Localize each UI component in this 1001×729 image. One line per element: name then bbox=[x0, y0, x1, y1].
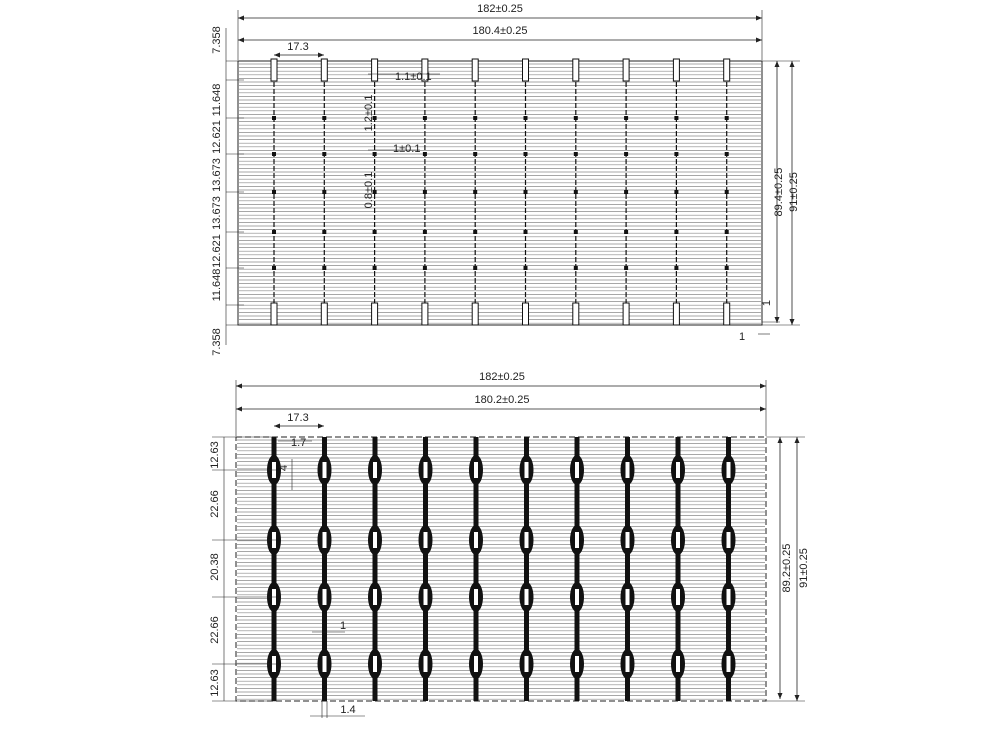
top-finger-lines bbox=[239, 64, 761, 323]
solder-pad bbox=[725, 190, 729, 194]
bottom-overall-width-label: 182±0.25 bbox=[479, 371, 525, 383]
solder-pad bbox=[624, 116, 628, 120]
rear-pad-window bbox=[575, 462, 579, 478]
top-busbars bbox=[271, 59, 730, 325]
solder-pad bbox=[322, 116, 326, 120]
bottom-notch bbox=[321, 303, 327, 325]
solder-pad bbox=[373, 266, 377, 270]
top-edge-offset-h-label: 1 bbox=[738, 331, 746, 343]
rear-pad-window bbox=[373, 656, 377, 672]
bottom-inner-width-dim-arrow-right bbox=[760, 407, 766, 412]
solder-pad bbox=[574, 116, 578, 120]
rear-pad-window bbox=[676, 462, 680, 478]
bottom-inner-width-dim-arrow-left bbox=[236, 407, 242, 412]
solder-pad bbox=[524, 230, 528, 234]
solder-pad bbox=[674, 230, 678, 234]
top-gap-b-label: 1±0.1 bbox=[393, 143, 421, 155]
solder-pad bbox=[423, 152, 427, 156]
rear-pad-window bbox=[727, 532, 731, 548]
bottom-notch bbox=[623, 303, 629, 325]
bottom-outer-height-label: 91±0.25 bbox=[798, 548, 810, 588]
solder-pad bbox=[423, 266, 427, 270]
solder-pad bbox=[322, 230, 326, 234]
top-left-dim-2: 11.648 bbox=[211, 83, 223, 117]
bottom-pad-width-label: 1.7 bbox=[291, 437, 307, 449]
solder-pad bbox=[725, 116, 729, 120]
solder-pad bbox=[473, 116, 477, 120]
top-outer-height-dim-arrow-down bbox=[790, 319, 795, 325]
top-inner-width-dim-arrow-right bbox=[756, 38, 762, 43]
bottom-inner-height-dim-arrow-down bbox=[778, 693, 783, 699]
rear-pad-window bbox=[676, 589, 680, 605]
bottom-left-dim-3: 20.38 bbox=[209, 553, 221, 581]
rear-pad-window bbox=[323, 589, 327, 605]
top-outer-height-dim-arrow-up bbox=[790, 61, 795, 67]
solder-pad bbox=[725, 266, 729, 270]
rear-pad-window bbox=[525, 532, 529, 548]
bottom-left-dim-5: 12.63 bbox=[209, 669, 221, 697]
top-notch bbox=[673, 59, 679, 81]
top-left-dim-6: 12.621 bbox=[211, 234, 223, 268]
top-notch bbox=[472, 59, 478, 81]
top-left-dim-3: 12.621 bbox=[211, 120, 223, 154]
bottom-pitch-label: 17.3 bbox=[287, 412, 309, 424]
rear-pad-window bbox=[626, 532, 630, 548]
bottom-left-dim-4: 22.66 bbox=[209, 616, 221, 644]
top-left-dim-8: 7.358 bbox=[211, 328, 223, 356]
rear-pad-window bbox=[373, 589, 377, 605]
solder-pad bbox=[524, 266, 528, 270]
rear-pad-window bbox=[474, 532, 478, 548]
solder-pad bbox=[272, 230, 276, 234]
solder-pad bbox=[473, 152, 477, 156]
bottom-notch bbox=[673, 303, 679, 325]
bottom-inner-height-label: 89.2±0.25 bbox=[781, 543, 793, 593]
bottom-outer-height-dim-arrow-up bbox=[795, 437, 800, 443]
bottom-notch bbox=[523, 303, 529, 325]
bottom-notch bbox=[271, 303, 277, 325]
solder-pad bbox=[674, 266, 678, 270]
solder-pad bbox=[373, 152, 377, 156]
rear-pad-window bbox=[323, 656, 327, 672]
rear-pad-window bbox=[474, 656, 478, 672]
rear-pad-window bbox=[424, 589, 428, 605]
bottom-cell-outline bbox=[236, 437, 766, 701]
rear-pad-window bbox=[575, 656, 579, 672]
bottom-overall-width-dim-arrow-left bbox=[236, 384, 242, 389]
solder-pad bbox=[423, 230, 427, 234]
rear-pad-window bbox=[525, 656, 529, 672]
top-notch bbox=[573, 59, 579, 81]
top-inner-height-dim-arrow-up bbox=[775, 61, 780, 67]
rear-pad-window bbox=[424, 532, 428, 548]
bottom-dimension-lines bbox=[212, 380, 805, 718]
solder-pad bbox=[423, 116, 427, 120]
solder-pad bbox=[624, 266, 628, 270]
bottom-offset-label: 1.4 bbox=[340, 704, 356, 716]
top-notch bbox=[372, 59, 378, 81]
solder-pad bbox=[322, 152, 326, 156]
solder-pad bbox=[725, 152, 729, 156]
rear-pad-window bbox=[373, 462, 377, 478]
top-view-front-side bbox=[211, 3, 800, 356]
solder-pad bbox=[674, 190, 678, 194]
solder-pad bbox=[524, 190, 528, 194]
rear-pad-window bbox=[575, 589, 579, 605]
rear-pad-window bbox=[626, 462, 630, 478]
top-left-dim-7: 11.648 bbox=[211, 268, 223, 302]
rear-pad-window bbox=[424, 656, 428, 672]
top-left-dim-1: 7.358 bbox=[211, 26, 223, 54]
bottom-inner-width-label: 180.2±0.25 bbox=[474, 394, 530, 406]
solder-pad bbox=[674, 116, 678, 120]
bottom-notch bbox=[472, 303, 478, 325]
top-pad-width-label: 1.1±0.1 bbox=[395, 71, 432, 83]
rear-pad-window bbox=[323, 532, 327, 548]
solder-pad bbox=[624, 190, 628, 194]
top-overall-width-dim-arrow-right bbox=[756, 16, 762, 21]
bottom-inner-height-dim-arrow-up bbox=[778, 437, 783, 443]
bottom-left-dim-2: 22.66 bbox=[209, 490, 221, 518]
solder-pad bbox=[473, 266, 477, 270]
solder-pad bbox=[524, 116, 528, 120]
solder-pad bbox=[574, 266, 578, 270]
top-pitch-label: 17.3 bbox=[287, 41, 309, 53]
top-notch bbox=[623, 59, 629, 81]
bottom-pitch-dim-arrow-left bbox=[274, 424, 280, 429]
top-notch bbox=[724, 59, 730, 81]
bottom-finger-lines bbox=[237, 440, 765, 699]
bottom-notch bbox=[372, 303, 378, 325]
top-cell-outline bbox=[238, 61, 762, 325]
top-overall-width-dim-arrow-left bbox=[238, 16, 244, 21]
solder-pad bbox=[524, 152, 528, 156]
bottom-notch bbox=[573, 303, 579, 325]
rear-pad-window bbox=[676, 656, 680, 672]
solder-pad bbox=[272, 266, 276, 270]
top-edge-offset-v-label: 1 bbox=[761, 299, 773, 307]
rear-pad-window bbox=[626, 589, 630, 605]
top-pitch-dim-arrow-right bbox=[318, 53, 324, 58]
rear-pad-window bbox=[727, 462, 731, 478]
bottom-pad-height-label: 4 bbox=[278, 464, 290, 472]
rear-pad-window bbox=[525, 589, 529, 605]
bottom-notch bbox=[422, 303, 428, 325]
solder-pad bbox=[624, 152, 628, 156]
top-left-dim-4: 13.673 bbox=[211, 158, 223, 192]
top-inner-width-label: 180.4±0.25 bbox=[472, 25, 528, 37]
top-notch bbox=[321, 59, 327, 81]
rear-pad-window bbox=[373, 532, 377, 548]
top-gap-c-label: 0.8±0.1 bbox=[363, 171, 375, 209]
solder-pad bbox=[373, 230, 377, 234]
solder-pad bbox=[725, 230, 729, 234]
top-left-dim-5: 13.673 bbox=[211, 196, 223, 230]
rear-pad-window bbox=[323, 462, 327, 478]
top-gap-a-label: 1.2±0.1 bbox=[363, 94, 375, 132]
bottom-busbar-width-label: 1 bbox=[340, 620, 347, 632]
bottom-overall-width-dim-arrow-right bbox=[760, 384, 766, 389]
top-inner-height-label: 89.4±0.25 bbox=[773, 167, 785, 217]
bottom-view-rear-side bbox=[209, 371, 810, 718]
solder-pad bbox=[624, 230, 628, 234]
rear-pad-window bbox=[727, 589, 731, 605]
top-outer-height-label: 91±0.25 bbox=[788, 172, 800, 212]
bottom-busbars bbox=[272, 437, 732, 701]
rear-pad-window bbox=[525, 462, 529, 478]
bottom-notch bbox=[724, 303, 730, 325]
rear-pad-window bbox=[676, 532, 680, 548]
bottom-left-dim-1: 12.63 bbox=[209, 441, 221, 469]
solder-pad bbox=[272, 190, 276, 194]
rear-pad-window bbox=[626, 656, 630, 672]
solder-pad bbox=[473, 230, 477, 234]
bottom-pitch-dim-arrow-right bbox=[318, 424, 324, 429]
solder-pad bbox=[423, 190, 427, 194]
rear-pad-window bbox=[474, 462, 478, 478]
solder-pad bbox=[674, 152, 678, 156]
solder-pad bbox=[322, 266, 326, 270]
top-inner-width-dim-arrow-left bbox=[238, 38, 244, 43]
bottom-outer-height-dim-arrow-down bbox=[795, 695, 800, 701]
rear-pad-window bbox=[727, 656, 731, 672]
solder-pad bbox=[574, 152, 578, 156]
solder-pad bbox=[574, 230, 578, 234]
top-notch bbox=[271, 59, 277, 81]
solder-pad bbox=[272, 152, 276, 156]
solder-pad bbox=[473, 190, 477, 194]
top-pitch-dim-arrow-left bbox=[274, 53, 280, 58]
top-overall-width-label: 182±0.25 bbox=[477, 3, 523, 15]
rear-pad-window bbox=[575, 532, 579, 548]
solder-pad bbox=[574, 190, 578, 194]
top-notch bbox=[523, 59, 529, 81]
rear-pad-window bbox=[474, 589, 478, 605]
rear-pad-window bbox=[424, 462, 428, 478]
solder-pad bbox=[322, 190, 326, 194]
solder-pad bbox=[272, 116, 276, 120]
